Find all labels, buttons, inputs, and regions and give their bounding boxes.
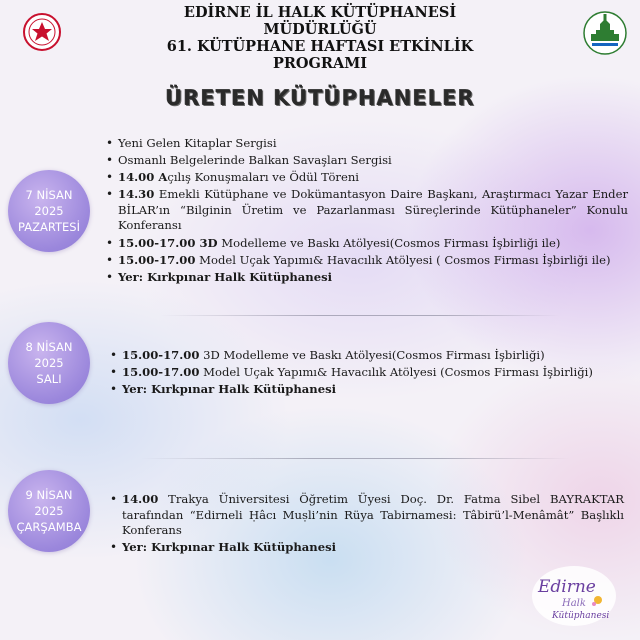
list-item: • 14.30 Emekli Kütüphane ve Dokümantasyon Daire Başkanı, Araştırmacı Yazar Ender BİLAR’ın “Bilginin Üretim ve Pazarlanması Süreçlerinde Kütüphaneler” Konulu Konferansı [118,187,628,234]
day-badge-7-nisan [8,170,90,252]
logo-text-kutuphanesi: Kütüphanesi [552,611,610,621]
list-item: • 15.00-17.00 3D Modelleme ve Baskı Atölyesi(Cosmos Firması İşbirliği ile) [118,236,628,252]
title-line-3: 61. KÜTÜPHANE HAFTASI ETKİNLİK [166,38,474,55]
day-3-event-list [108,492,624,557]
library-logo [528,560,620,630]
list-item: • 14.00 Trakya Üniversitesi Öğretim Üyesi Doç. Dr. Fatma Sibel BAYRAKTAR tarafından “Edirneli Ḥâcı Muṣli’nin Rüya Tabirnamesi: Tâbirü’l-Menâmât” Başlıklı Konferans [122,492,624,539]
day-year: 2025 [34,356,64,370]
list-item-location: • Yer: Kırkpınar Halk Kütüphanesi [122,382,624,398]
day-1-event-list [104,136,628,287]
day-year: 2025 [34,204,64,218]
day-weekday: ÇARŞAMBA [16,520,82,534]
day-date: 9 NİSAN [25,488,73,502]
day-year: 2025 [34,504,64,518]
day-date: 8 NİSAN [25,340,73,354]
list-item: • 14.00 Açılış Konuşmaları ve Ödül Töreni [118,170,628,186]
section-divider [140,458,570,459]
day-date: 7 NİSAN [25,188,73,202]
list-item: • 15.00-17.00 3D Modelleme ve Baskı Atölyesi(Cosmos Firması İşbirliği) [122,348,624,364]
page-title [0,4,640,72]
list-item: • 15.00-17.00 Model Uçak Yapımı& Havacılık Atölyesi (Cosmos Firması İşbirliği) [122,365,624,381]
logo-text-edirne: Edirne [538,577,596,597]
day-2-event-list [108,348,624,399]
list-item-location: • Yer: Kırkpınar Halk Kütüphanesi [122,540,624,556]
title-line-1: EDİRNE İL HALK KÜTÜPHANESİ [183,4,457,21]
section-divider [160,315,560,316]
day-badge-8-nisan [8,322,90,404]
day-weekday: SALI [36,372,62,386]
day-badge-9-nisan [8,470,90,552]
day-weekday: PAZARTESİ [18,220,80,234]
title-line-4: PROGRAMI [272,55,368,72]
logo-text-halk: Halk [562,598,586,609]
title-line-2: MÜDÜRLÜĞÜ [263,21,377,38]
list-item: • Osmanlı Belgelerinde Balkan Savaşları Sergisi [118,153,628,169]
list-item-location: • Yer: Kırkpınar Halk Kütüphanesi [118,270,628,286]
list-item: • Yeni Gelen Kitaplar Sergisi [118,136,628,152]
slogan-title: ÜRETEN KÜTÜPHANELER [165,86,475,110]
list-item: • 15.00-17.00 Model Uçak Yapımı& Havacılık Atölyesi ( Cosmos Firması İşbirliği ile) [118,253,628,269]
